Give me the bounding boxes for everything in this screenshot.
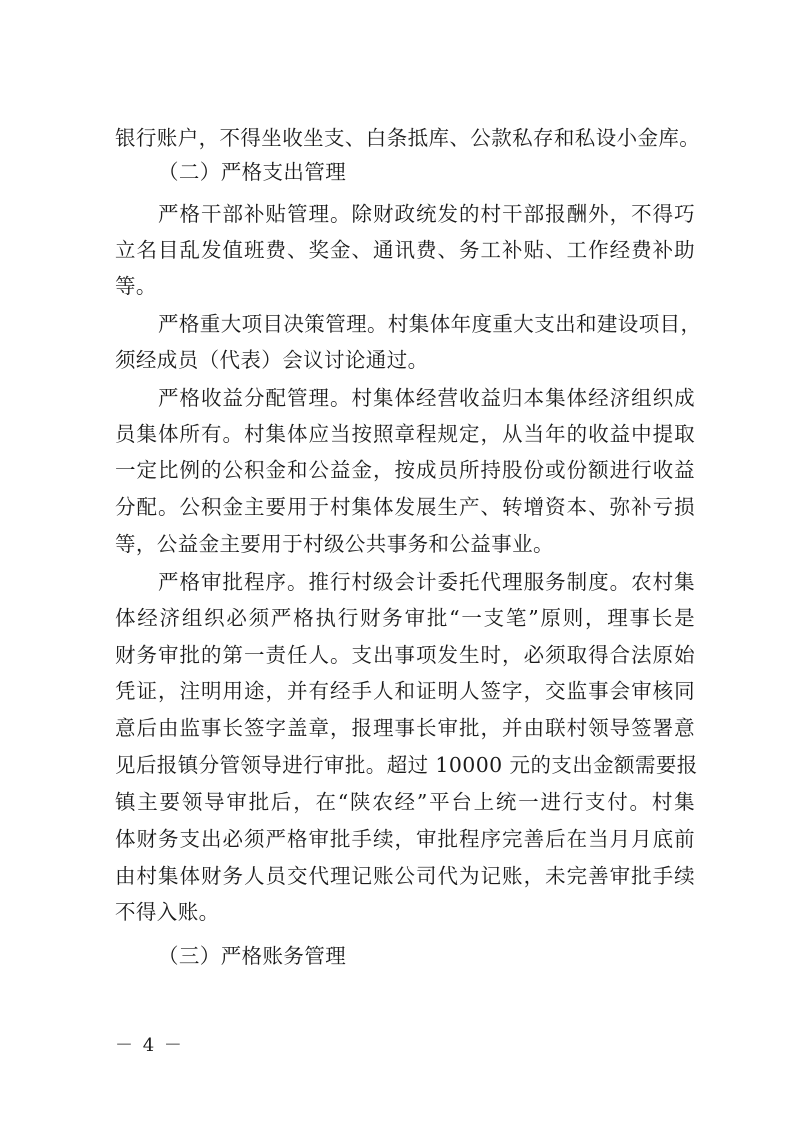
body-text-line: 财务审批的第一责任人。支出事项发生时，必须取得合法原始 [115,643,695,667]
body-text-line: 体经济组织必须严格执行财务审批“一支笔”原则，理事长是 [115,606,695,630]
body-text-line: 分配。公积金主要用于村集体发展生产、转增资本、弥补亏损 [115,495,695,519]
paragraph-first-line: 严格干部补贴管理。除财政统发的村干部报酬外，不得巧 [158,202,695,226]
paragraph-first-line: 严格重大项目决策管理。村集体年度重大支出和建设项目， [158,312,702,336]
page-number: － 4 － [115,1035,184,1056]
body-text-line: 见后报镇分管领导进行审批。超过 10000 元的支出金额需要报 [115,753,698,777]
body-text-line: 意后由监事长签字盖章，报理事长审批，并由联村领导签署意 [115,716,695,740]
section-heading: （二）严格支出管理 [158,160,347,184]
body-text-line: 立名目乱发值班费、奖金、通讯费、务工补贴、工作经费补助 [115,238,695,262]
paragraph-first-line: 严格收益分配管理。村集体经营收益归本集体经济组织成 [158,386,695,410]
body-text-line: 等，公益金主要用于村级公共事务和公益事业。 [115,532,554,556]
section-heading: （三）严格账务管理 [158,944,347,968]
body-text-line: 银行账户，不得坐收坐支、白条抵库、公款私存和私设小金库。 [115,126,701,150]
body-text-line: 不得入账。 [115,900,220,924]
body-text-line: 由村集体财务人员交代理记账公司代为记账，未完善审批手续 [115,864,695,888]
body-text-line: 一定比例的公积金和公益金，按成员所持股份或份额进行收益 [115,458,695,482]
body-text-line: 员集体所有。村集体应当按照章程规定，从当年的收益中提取 [115,422,695,446]
body-text-line: 体财务支出必须严格审批手续，审批程序完善后在当月月底前 [115,827,695,851]
body-text-line: 等。 [115,274,157,298]
paragraph-first-line: 严格审批程序。推行村级会计委托代理服务制度。农村集 [158,570,695,594]
body-text-line: 凭证，注明用途，并有经手人和证明人签字，交监事会审核同 [115,679,695,703]
body-text-line: 镇主要领导审批后，在“陕农经”平台上统一进行支付。村集 [115,790,695,814]
body-text-line: 须经成员（代表）会议讨论通过。 [115,348,429,372]
